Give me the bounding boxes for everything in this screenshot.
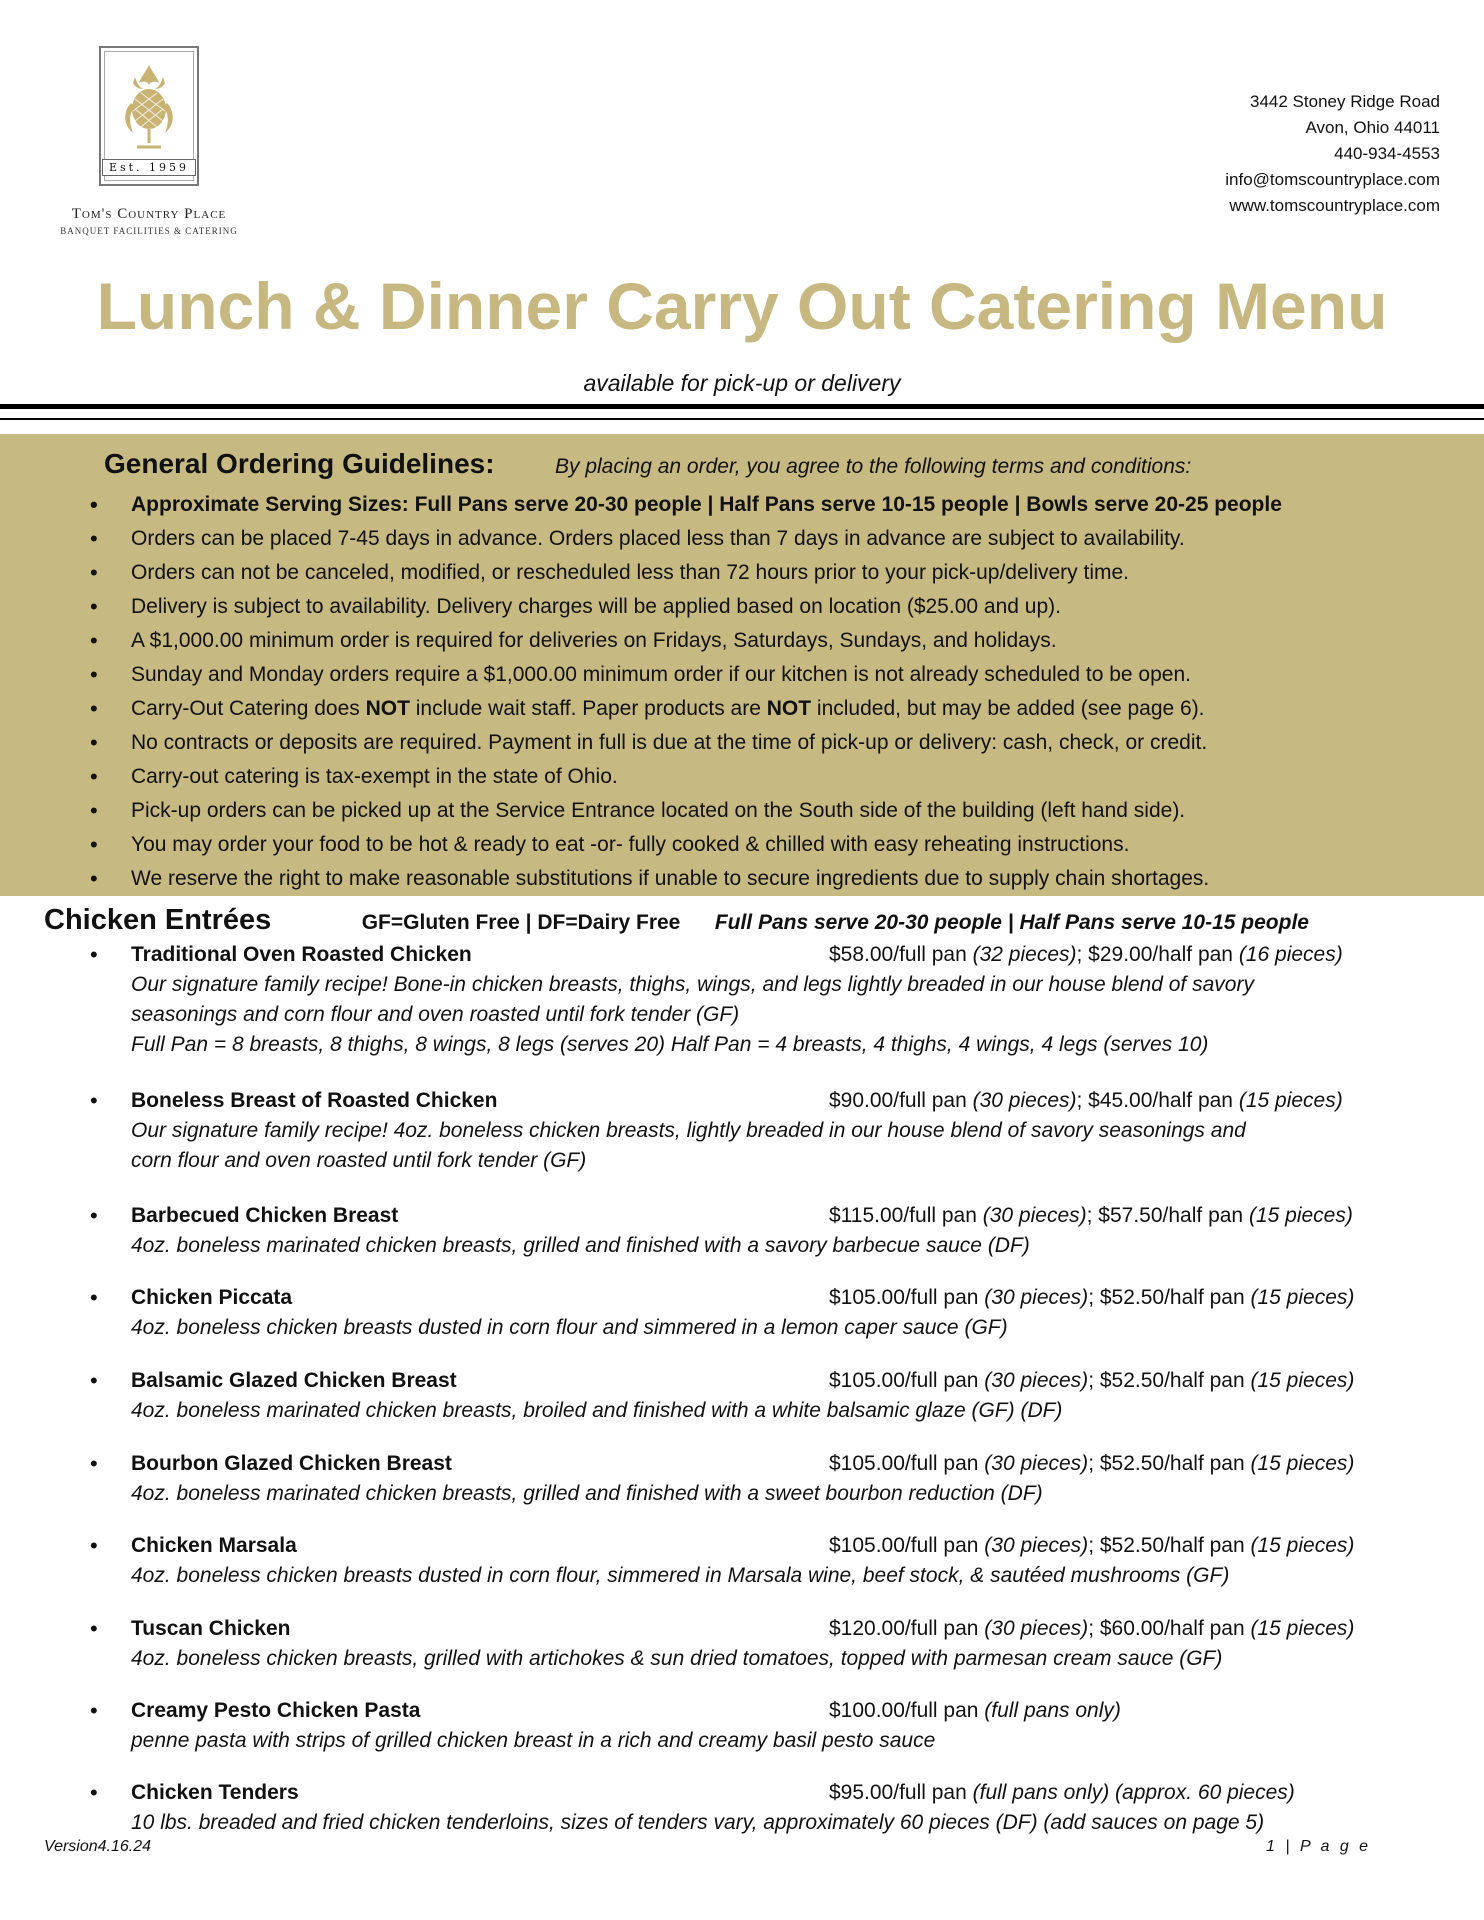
logo-subtitle: BANQUET FACILITIES & CATERING — [60, 226, 238, 236]
guideline-item: • Approximate Serving Sizes: Full Pans serve 20-30 people | Half Pans serve 10-15 people | Bowls serve 20-25 people — [90, 488, 1282, 522]
page-subtitle: available for pick-up or delivery — [583, 370, 901, 396]
item-description: Our signature family recipe! Bone-in chicken breasts, thighs, wings, and legs lightly breaded in our house blend of savory seasonings and corn flour and oven roasted until fork tender (GF) Full Pan = 8 breasts, 8 thighs, 8 wings, 8 legs (serves 20) Half Pan = 4 breasts, 4 thighs, 4 wings, 4 legs (serves 10) — [131, 973, 1254, 1056]
pineapple-icon — [117, 63, 181, 153]
logo — [44, 46, 254, 236]
item-name: Creamy Pesto Chicken Pasta — [131, 1699, 421, 1722]
item-price: $105.00/full pan (30 pieces); $52.50/half pan (15 pieces) — [829, 1286, 1355, 1309]
page-number: 1 | P a g e — [1266, 1838, 1372, 1855]
guidelines-note: By placing an order, you agree to the following terms and conditions: — [555, 455, 1192, 478]
guideline-item: • Sunday and Monday orders require a $1,000.00 minimum order if our kitchen is not already scheduled to be open. — [90, 658, 1282, 692]
logo-name: Tom's Country Place — [71, 206, 227, 222]
page-title: Lunch & Dinner Carry Out Catering Menu — [96, 269, 1388, 343]
guidelines-list — [90, 488, 1282, 896]
item-description: Our signature family recipe! 4oz. boneless chicken breasts, lightly breaded in our house blend of savory seasonings and corn flour and oven roasted until fork tender (GF) — [131, 1119, 1246, 1172]
item-description: 4oz. boneless marinated chicken breasts, grilled and finished with a sweet bourbon reduction (DF) — [131, 1482, 1043, 1505]
guideline-item: • No contracts or deposits are required. Payment in full is due at the time of pick-up or delivery: cash, check, or credit. — [90, 726, 1282, 760]
contact-phone[interactable]: 440-934-4553 — [1334, 144, 1440, 163]
item-name: Chicken Piccata — [131, 1286, 293, 1309]
contact-email[interactable]: info@tomscountryplace.com — [1225, 170, 1440, 189]
item-description: 4oz. boneless chicken breasts dusted in corn flour and simmered in a lemon caper sauce (GF) — [131, 1316, 1008, 1339]
item-price: $95.00/full pan (full pans only) (approx. 60 pieces) — [829, 1781, 1295, 1804]
guideline-item: • You may order your food to be hot & ready to eat -or- fully cooked & chilled with easy reheating instructions. — [90, 828, 1282, 862]
version-label: Version4.16.24 — [44, 1838, 152, 1855]
item-price: $105.00/full pan (30 pieces); $52.50/half pan (15 pieces) — [829, 1534, 1355, 1557]
item-price: $115.00/full pan (30 pieces); $57.50/half pan (15 pieces) — [829, 1204, 1353, 1227]
item-description: 4oz. boneless chicken breasts dusted in corn flour, simmered in Marsala wine, beef stock, & sautéed mushrooms (GF) — [131, 1564, 1230, 1587]
item-price: $58.00/full pan (32 pieces); $29.00/half pan (16 pieces) — [829, 943, 1343, 966]
item-description: 4oz. boneless marinated chicken breasts, grilled and finished with a savory barbecue sauce (DF) — [131, 1234, 1030, 1257]
item-name: Traditional Oven Roasted Chicken — [131, 943, 472, 966]
contact-block — [1225, 89, 1440, 219]
item-price: $90.00/full pan (30 pieces); $45.00/half pan (15 pieces) — [829, 1089, 1343, 1112]
item-name: Tuscan Chicken — [131, 1617, 291, 1640]
item-description: 4oz. boneless marinated chicken breasts, broiled and finished with a white balsamic glaze (GF) (DF) — [131, 1399, 1063, 1422]
item-description: penne pasta with strips of grilled chicken breast in a rich and creamy basil pesto sauce — [131, 1729, 936, 1752]
item-price: $105.00/full pan (30 pieces); $52.50/half pan (15 pieces) — [829, 1452, 1355, 1475]
item-name: Balsamic Glazed Chicken Breast — [131, 1369, 457, 1392]
diet-legend: GF=Gluten Free | DF=Dairy Free — [361, 911, 681, 934]
guidelines-title: General Ordering Guidelines: — [104, 448, 495, 479]
serving-note: Full Pans serve 20-30 people | Half Pans serve 10-15 people — [714, 911, 1309, 934]
guideline-item: • Orders can not be canceled, modified, or rescheduled less than 72 hours prior to your pick-up/delivery time. — [90, 556, 1282, 590]
divider-thick — [0, 404, 1484, 409]
contact-street: 3442 Stoney Ridge Road — [1250, 92, 1440, 111]
item-name: Chicken Tenders — [131, 1781, 299, 1804]
item-price: $100.00/full pan (full pans only) — [829, 1699, 1121, 1722]
guideline-item: • A $1,000.00 minimum order is required for deliveries on Fridays, Saturdays, Sundays, and holidays. — [90, 624, 1282, 658]
section-header — [44, 904, 1309, 937]
guideline-item: • Carry-out catering is tax-exempt in the state of Ohio. — [90, 760, 1282, 794]
contact-website[interactable]: www.tomscountryplace.com — [1229, 196, 1440, 215]
guideline-item: • Carry-Out Catering does NOT include wait staff. Paper products are NOT included, but may be added (see page 6). — [90, 692, 1282, 726]
logo-frame — [99, 46, 199, 186]
contact-city: Avon, Ohio 44011 — [1305, 118, 1440, 137]
item-name: Chicken Marsala — [131, 1534, 297, 1557]
section-title: Chicken Entrées — [44, 904, 272, 936]
item-description: 10 lbs. breaded and fried chicken tenderloins, sizes of tenders vary, approximately 60 pieces (DF) (add sauces on page 5) — [131, 1811, 1265, 1834]
guidelines-header — [104, 448, 1191, 480]
guideline-item: • We reserve the right to make reasonable substitutions if unable to secure ingredients due to supply chain shortages. — [90, 862, 1282, 896]
item-name: Bourbon Glazed Chicken Breast — [131, 1452, 452, 1475]
guidelines-panel — [0, 434, 1484, 896]
guideline-item: • Delivery is subject to availability. Delivery charges will be applied based on location ($25.00 and up). — [90, 590, 1282, 624]
logo-est: Est. 1959 — [102, 159, 196, 176]
guideline-item: • Pick-up orders can be picked up at the Service Entrance located on the South side of the building (left hand side). — [90, 794, 1282, 828]
item-price: $105.00/full pan (30 pieces); $52.50/half pan (15 pieces) — [829, 1369, 1355, 1392]
divider-thin — [0, 418, 1484, 420]
item-name: Boneless Breast of Roasted Chicken — [131, 1089, 498, 1112]
item-name: Barbecued Chicken Breast — [131, 1204, 399, 1227]
item-description: 4oz. boneless chicken breasts, grilled with artichokes & sun dried tomatoes, topped with parmesan cream sauce (GF) — [131, 1647, 1223, 1670]
item-price: $120.00/full pan (30 pieces); $60.00/half pan (15 pieces) — [829, 1617, 1355, 1640]
guideline-item: • Orders can be placed 7-45 days in advance. Orders placed less than 7 days in advance are subject to availability. — [90, 522, 1282, 556]
